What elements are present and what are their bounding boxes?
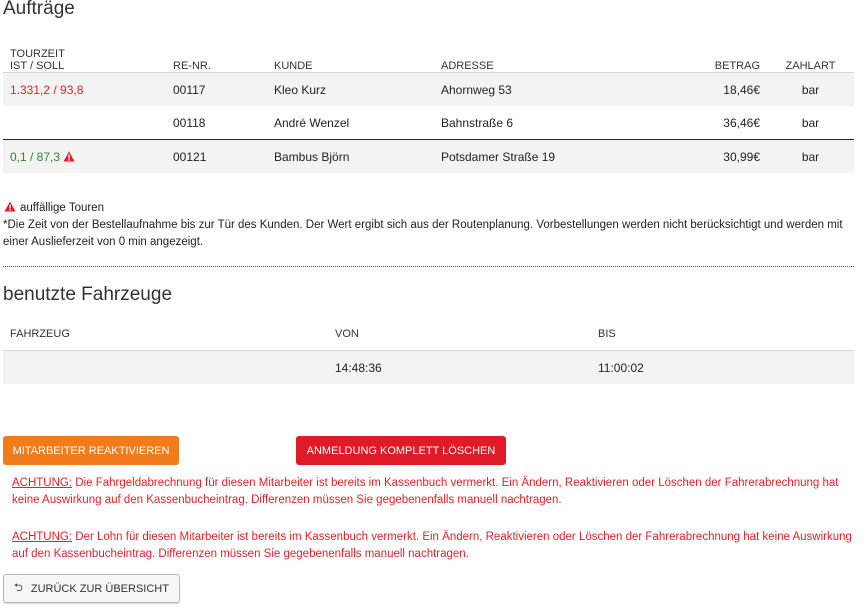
table-row[interactable] — [3, 73, 854, 107]
adresse-value: Potsdamer Straße 19 — [434, 140, 634, 174]
re-nr-value: 00118 — [173, 115, 206, 130]
tourzeit-value — [3, 106, 166, 140]
warning-triangle-icon — [4, 201, 16, 212]
warning-lohn: ACHTUNG: Der Lohn für diesen Mitarbeiter ist bereits im Kassenbuch vermerkt. Ein Ändern, Reaktivieren oder Löschen der Fahrerabrechnung hat keine Auswirkung auf den Kassenbucheintrag. Differenzen müssen Sie gegebenenfalls manuell nachtragen. — [12, 531, 852, 560]
kunde-value: André Wenzel — [274, 115, 350, 130]
col-betrag: BETRAG — [634, 32, 767, 73]
col-kunde: KUNDE — [267, 32, 434, 73]
legend: auffällige Touren — [3, 200, 853, 217]
col-von: VON — [328, 317, 591, 351]
von-value: 14:48:36 — [328, 351, 591, 385]
zahlart-value: bar — [767, 73, 854, 107]
zahlart-value: bar — [767, 140, 854, 174]
orders-title: Aufträge — [3, 0, 75, 19]
warning-fahrgeld: ACHTUNG: Die Fahrgeldabrechnung für diesen Mitarbeiter ist bereits im Kassenbuch vermerkt. Ein Ändern, Reaktivieren oder Löschen der Fahrerabrechnung hat keine Auswirkung auf den Kassenbucheintrag. Differenzen müssen Sie gegebenenfalls manuell nachtragen. — [12, 477, 839, 506]
orders-notes — [3, 200, 853, 251]
betrag-value: 18,46€ — [634, 73, 767, 107]
kunde-value: Bambus Björn — [267, 140, 434, 174]
kunde-value: Kleo Kurz — [267, 73, 434, 107]
zahlart-value: bar — [801, 115, 820, 130]
delete-registration-button[interactable]: ANMELDUNG KOMPLETT LÖSCHEN — [296, 436, 506, 465]
back-label: ZURÜCK ZUR ÜBERSICHT — [30, 582, 169, 595]
col-tourzeit: TOURZEIT IST / SOLL — [3, 32, 166, 73]
col-fahrzeug: FAHRZEUG — [3, 317, 328, 351]
back-to-overview-button[interactable] — [3, 574, 180, 603]
tourzeit-value: 1.331,2 / 93,8 — [3, 73, 166, 107]
vehicles-table — [3, 317, 854, 384]
table-row[interactable] — [3, 140, 854, 174]
betrag-value: 36,46€ — [723, 115, 760, 130]
warning-triangle-icon — [63, 151, 75, 162]
footnote: *Die Zeit von der Bestellaufnahme bis zur Tür des Kunden. Der Wert ergibt sich aus der Routenplanung. Vorbestellungen werden nicht berücksichtigt und werden mit einer Auslieferzeit von 0 min angezeigt. — [3, 219, 843, 248]
re-nr-value: 00117 — [166, 73, 267, 107]
adresse-value: Ahornweg 53 — [434, 73, 634, 107]
fahrzeug-value — [3, 351, 328, 385]
reactivate-employee-button[interactable]: MITARBEITER REAKTIVIEREN — [3, 436, 179, 465]
table-row[interactable] — [3, 106, 854, 140]
tourzeit-value: 0,1 / 87,3 — [3, 140, 166, 174]
col-adresse: ADRESSE — [434, 32, 634, 73]
orders-table — [3, 32, 854, 173]
col-re-nr: RE-NR. — [166, 32, 267, 73]
orders-header-row — [3, 32, 854, 73]
vehicles-title: benutzte Fahrzeuge — [3, 284, 173, 305]
betrag-value: 30,99€ — [634, 140, 767, 174]
table-row[interactable] — [3, 351, 854, 385]
bis-value: 11:00:02 — [591, 351, 854, 385]
re-nr-value: 00121 — [166, 140, 267, 174]
col-bis: BIS — [591, 317, 854, 351]
divider — [3, 266, 854, 267]
adresse-value: Bahnstraße 6 — [441, 115, 514, 130]
return-arrow-icon: ⮌ — [14, 582, 23, 594]
col-zahlart: ZAHLART — [767, 32, 854, 73]
vehicles-header-row — [3, 317, 854, 351]
